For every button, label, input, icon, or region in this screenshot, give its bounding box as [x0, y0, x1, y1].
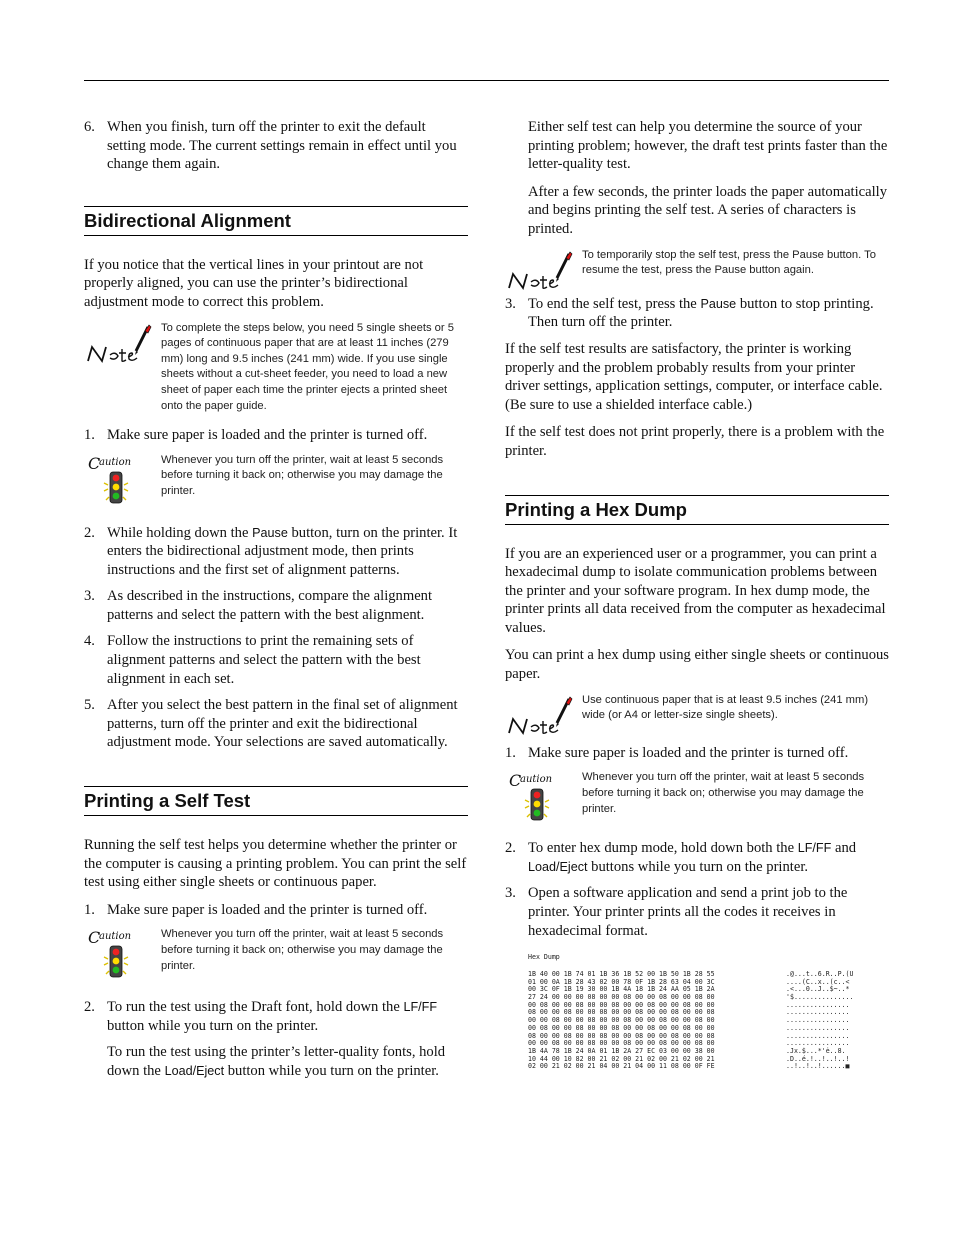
- hex-dump-row-ascii: ....(C..x..(c..<: [786, 977, 850, 986]
- hex-dump-row-bytes: 00 08 00 00 08 00 00 08 00 00 08 00 00 08 00 00: [528, 1000, 715, 1009]
- hex-dump-row-ascii: ..!..!..!......■: [786, 1062, 850, 1071]
- hex-dump-row-ascii: ................: [786, 1016, 850, 1025]
- svg-text:aution: aution: [99, 931, 132, 943]
- header-rule: [84, 80, 889, 81]
- load-eject-key-label: Load/Eject: [164, 1063, 225, 1078]
- hex-bytes-column: [528, 971, 786, 1071]
- hex-dump-row-bytes: 00 00 08 00 00 08 00 00 08 00 00 08 00 00 08 00: [528, 1016, 715, 1025]
- hex-caution: C aution Whenever you turn off the printer, wait at least 5 seconds before turning it back on; otherwise you may damage the printer.: [505, 770, 889, 817]
- bidirectional-heading: Bidirectional Alignment: [84, 206, 468, 236]
- self-test-source-paragraph: Either self test can help you determine the source of your printing problem; however, the draft test prints faster than the letter-quality test.: [528, 119, 888, 173]
- bidirectional-intro: If you notice that the vertical lines in your printout are not properly aligned, you can use the printer’s bidirectional adjustment mode to correct this problem.: [84, 256, 424, 310]
- hex-dump-sample: [505, 954, 889, 1071]
- note-icon: [505, 693, 575, 749]
- hex-dump-row-bytes: 08 00 00 08 00 00 08 00 00 08 00 00 08 00 00 08: [528, 1031, 715, 1040]
- hex-dump-row-bytes: 27 24 00 00 00 08 00 00 08 00 00 08 00 00 08 00: [528, 993, 715, 1001]
- hex-dump-paper-paragraph: You can print a hex dump using either single sheets or continuous paper.: [505, 647, 889, 683]
- hex-dump-heading: Printing a Hex Dump: [505, 495, 889, 525]
- self-test-caution: C aution Whenever you turn off the printer, wait at least 5 seconds before turning it back on; otherwise you may damage the printer.: [84, 927, 468, 974]
- hex-dump-row-bytes: 02 00 21 02 00 21 04 00 21 04 00 11 08 00 0F FE: [528, 1062, 715, 1071]
- load-eject-key-label: Load/Eject: [528, 859, 588, 874]
- self-test-step-2-letter-quality: To run the test using the printer’s letter-quality fonts, hold down the Load/Eject button while you turn on the printer.: [107, 1044, 446, 1079]
- hex-step-3: 3. Open a software application and send a print job to the printer. Your printer prints all the codes it receives in hexadecimal format.: [505, 885, 848, 939]
- left-column: [84, 118, 468, 1090]
- self-test-satisfactory-paragraph: If the self test results are satisfactory, the printer is working properly and the problem probably results from your printer driver settings, application settings, computer, or interface cable. (Be sure to use a shielded interface cable.): [505, 340, 883, 413]
- hex-step-1: 1. Make sure paper is loaded and the printer is turned off.: [505, 744, 849, 761]
- hex-dump-row-ascii: .@...t..6.R..P.(U: [786, 969, 854, 978]
- bidi-step-1: 1. Make sure paper is loaded and the printer is turned off.: [84, 427, 428, 444]
- right-column: [505, 118, 889, 1071]
- hex-dump-row-ascii: ................: [786, 1008, 850, 1017]
- svg-text:aution: aution: [99, 456, 132, 468]
- hex-ascii-column: [786, 971, 854, 1071]
- caution-traffic-light-icon: [84, 927, 154, 983]
- caution-traffic-light-icon: [84, 453, 154, 509]
- svg-text:C: C: [88, 928, 101, 948]
- hex-dump-row-bytes: 08 00 00 08 00 00 08 00 00 08 00 00 08 00 00 08: [528, 1008, 715, 1017]
- caution-traffic-light-icon: [505, 770, 575, 826]
- pause-key-label: Pause: [700, 296, 737, 311]
- hex-dump-row-ascii: '$...............: [786, 993, 854, 1001]
- hex-dump-row-ascii: ................: [786, 1039, 850, 1048]
- hex-dump-row-bytes: 1B 40 00 1B 74 01 1B 36 1B 52 00 1B 50 1B 28 55: [528, 969, 715, 978]
- hex-dump-row-bytes: 10 44 00 10 82 00 21 02 00 21 02 00 21 02 00 21: [528, 1054, 715, 1063]
- hex-dump-row-ascii: ................: [786, 1031, 850, 1040]
- self-test-loading-paragraph: After a few seconds, the printer loads the paper automatically and begins printing the self test. A series of characters is printed.: [528, 183, 888, 237]
- hex-dump-title: Hex Dump: [528, 953, 560, 962]
- hex-dump-row-ascii: ................: [786, 1023, 850, 1032]
- hex-paper-note: Use continuous paper that is at least 9.5 inches (241 mm) wide (or A4 or letter-size single sheets).: [505, 693, 889, 724]
- hex-dump-row-bytes: 01 00 0A 1B 28 43 02 00 78 0F 1B 28 63 04 00 3C: [528, 977, 715, 986]
- svg-text:aution: aution: [520, 774, 553, 786]
- hex-dump-row-ascii: .Jx.$...*'ė..8.: [786, 1046, 846, 1055]
- hex-dump-row-bytes: 00 08 00 00 08 00 00 08 00 00 08 00 00 08 00 00: [528, 1023, 715, 1032]
- hex-dump-row-bytes: 00 00 08 00 00 08 00 00 08 00 00 08 00 00 08 00: [528, 1039, 715, 1048]
- hex-dump-grid: [528, 971, 889, 1071]
- hex-dump-row-bytes: 1B 4A 78 1B 24 0A 01 1B 2A 27 EC 03 00 00 38 00: [528, 1046, 715, 1055]
- bidi-step-4: 4. Follow the instructions to print the remaining sets of alignment patterns and select the pattern with the best alignment in each set.: [84, 633, 421, 687]
- hex-dump-row-ascii: .D..é.!..!..!..!: [786, 1054, 850, 1063]
- hex-dump-row-ascii: .<...0..J..$~..*: [786, 985, 850, 994]
- setting-step-6: 6. When you finish, turn off the printer to exit the default setting mode. The current settings remain in effect until you change them again.: [84, 119, 457, 173]
- bidi-caution: C aution Whenever you turn off the printer, wait at least 5 seconds before turning it back on; otherwise you may damage the printer.: [84, 453, 468, 500]
- self-test-intro: Running the self test helps you determine whether the printer or the computer is causing a printing problem. You can print the self test using either single sheets or continuous paper.: [84, 837, 467, 891]
- self-test-step-3: 3. To end the self test, press the Pause button to stop printing. Then turn off the printer.: [505, 295, 874, 331]
- note-icon: [84, 321, 154, 377]
- svg-text:C: C: [509, 771, 522, 791]
- svg-text:C: C: [88, 453, 101, 473]
- self-test-step-2: 2. To run the test using the Draft font, hold down the LF/FF button while you turn on the printer.: [84, 999, 438, 1034]
- bidi-step-2: 2. While holding down the Pause button, turn on the printer. It enters the bidirectional adjustment mode, then prints instructions and the first set of alignment patterns.: [84, 524, 458, 578]
- self-test-heading: Printing a Self Test: [84, 786, 468, 816]
- bidi-step-5: 5. After you select the best pattern in the final set of alignment patterns, turn off the printer and exit the bidirectional adjustment mode. Your selections are saved automatically.: [84, 697, 458, 751]
- hex-dump-row-bytes: 00 3C 0F 1B 19 30 00 1B 4A 18 1B 24 AA 05 1B 2A: [528, 985, 715, 994]
- hex-dump-row-ascii: ................: [786, 1000, 850, 1009]
- pause-note: To temporarily stop the self test, press the Pause button. To resume the test, press the Pause button again.: [505, 248, 889, 279]
- self-test-step-1: 1. Make sure paper is loaded and the printer is turned off.: [84, 901, 428, 918]
- bidi-note: To complete the steps below, you need 5 single sheets or 5 pages of continuous paper that are at least 11 inches (279 mm) long and 9.5 inches (241 mm) wide. If you use single sheets without a cut-sheet feeder, you need to load a new sheet of paper each time the printer ejects a printed sheet onto the paper guide.: [84, 321, 468, 415]
- hex-step-2: 2. To enter hex dump mode, hold down both the LF/FF and Load/Eject buttons while you turn on the printer.: [505, 840, 857, 875]
- bidi-step-3: 3. As described in the instructions, compare the alignment patterns and select the pattern with the best alignment.: [84, 588, 433, 623]
- pause-key-label: Pause: [252, 525, 288, 540]
- lf-ff-key-label: LF/FF: [403, 1000, 438, 1015]
- self-test-failure-paragraph: If the self test does not print properly, there is a problem with the printer.: [505, 424, 885, 459]
- hex-dump-intro: If you are an experienced user or a programmer, you can print a hexadecimal dump to isolate communication problems between the printer and your software program. In hex dump mode, the printer prints all data received from the computer as hexadecimal values.: [505, 545, 886, 636]
- lf-ff-key-label: LF/FF: [797, 841, 832, 856]
